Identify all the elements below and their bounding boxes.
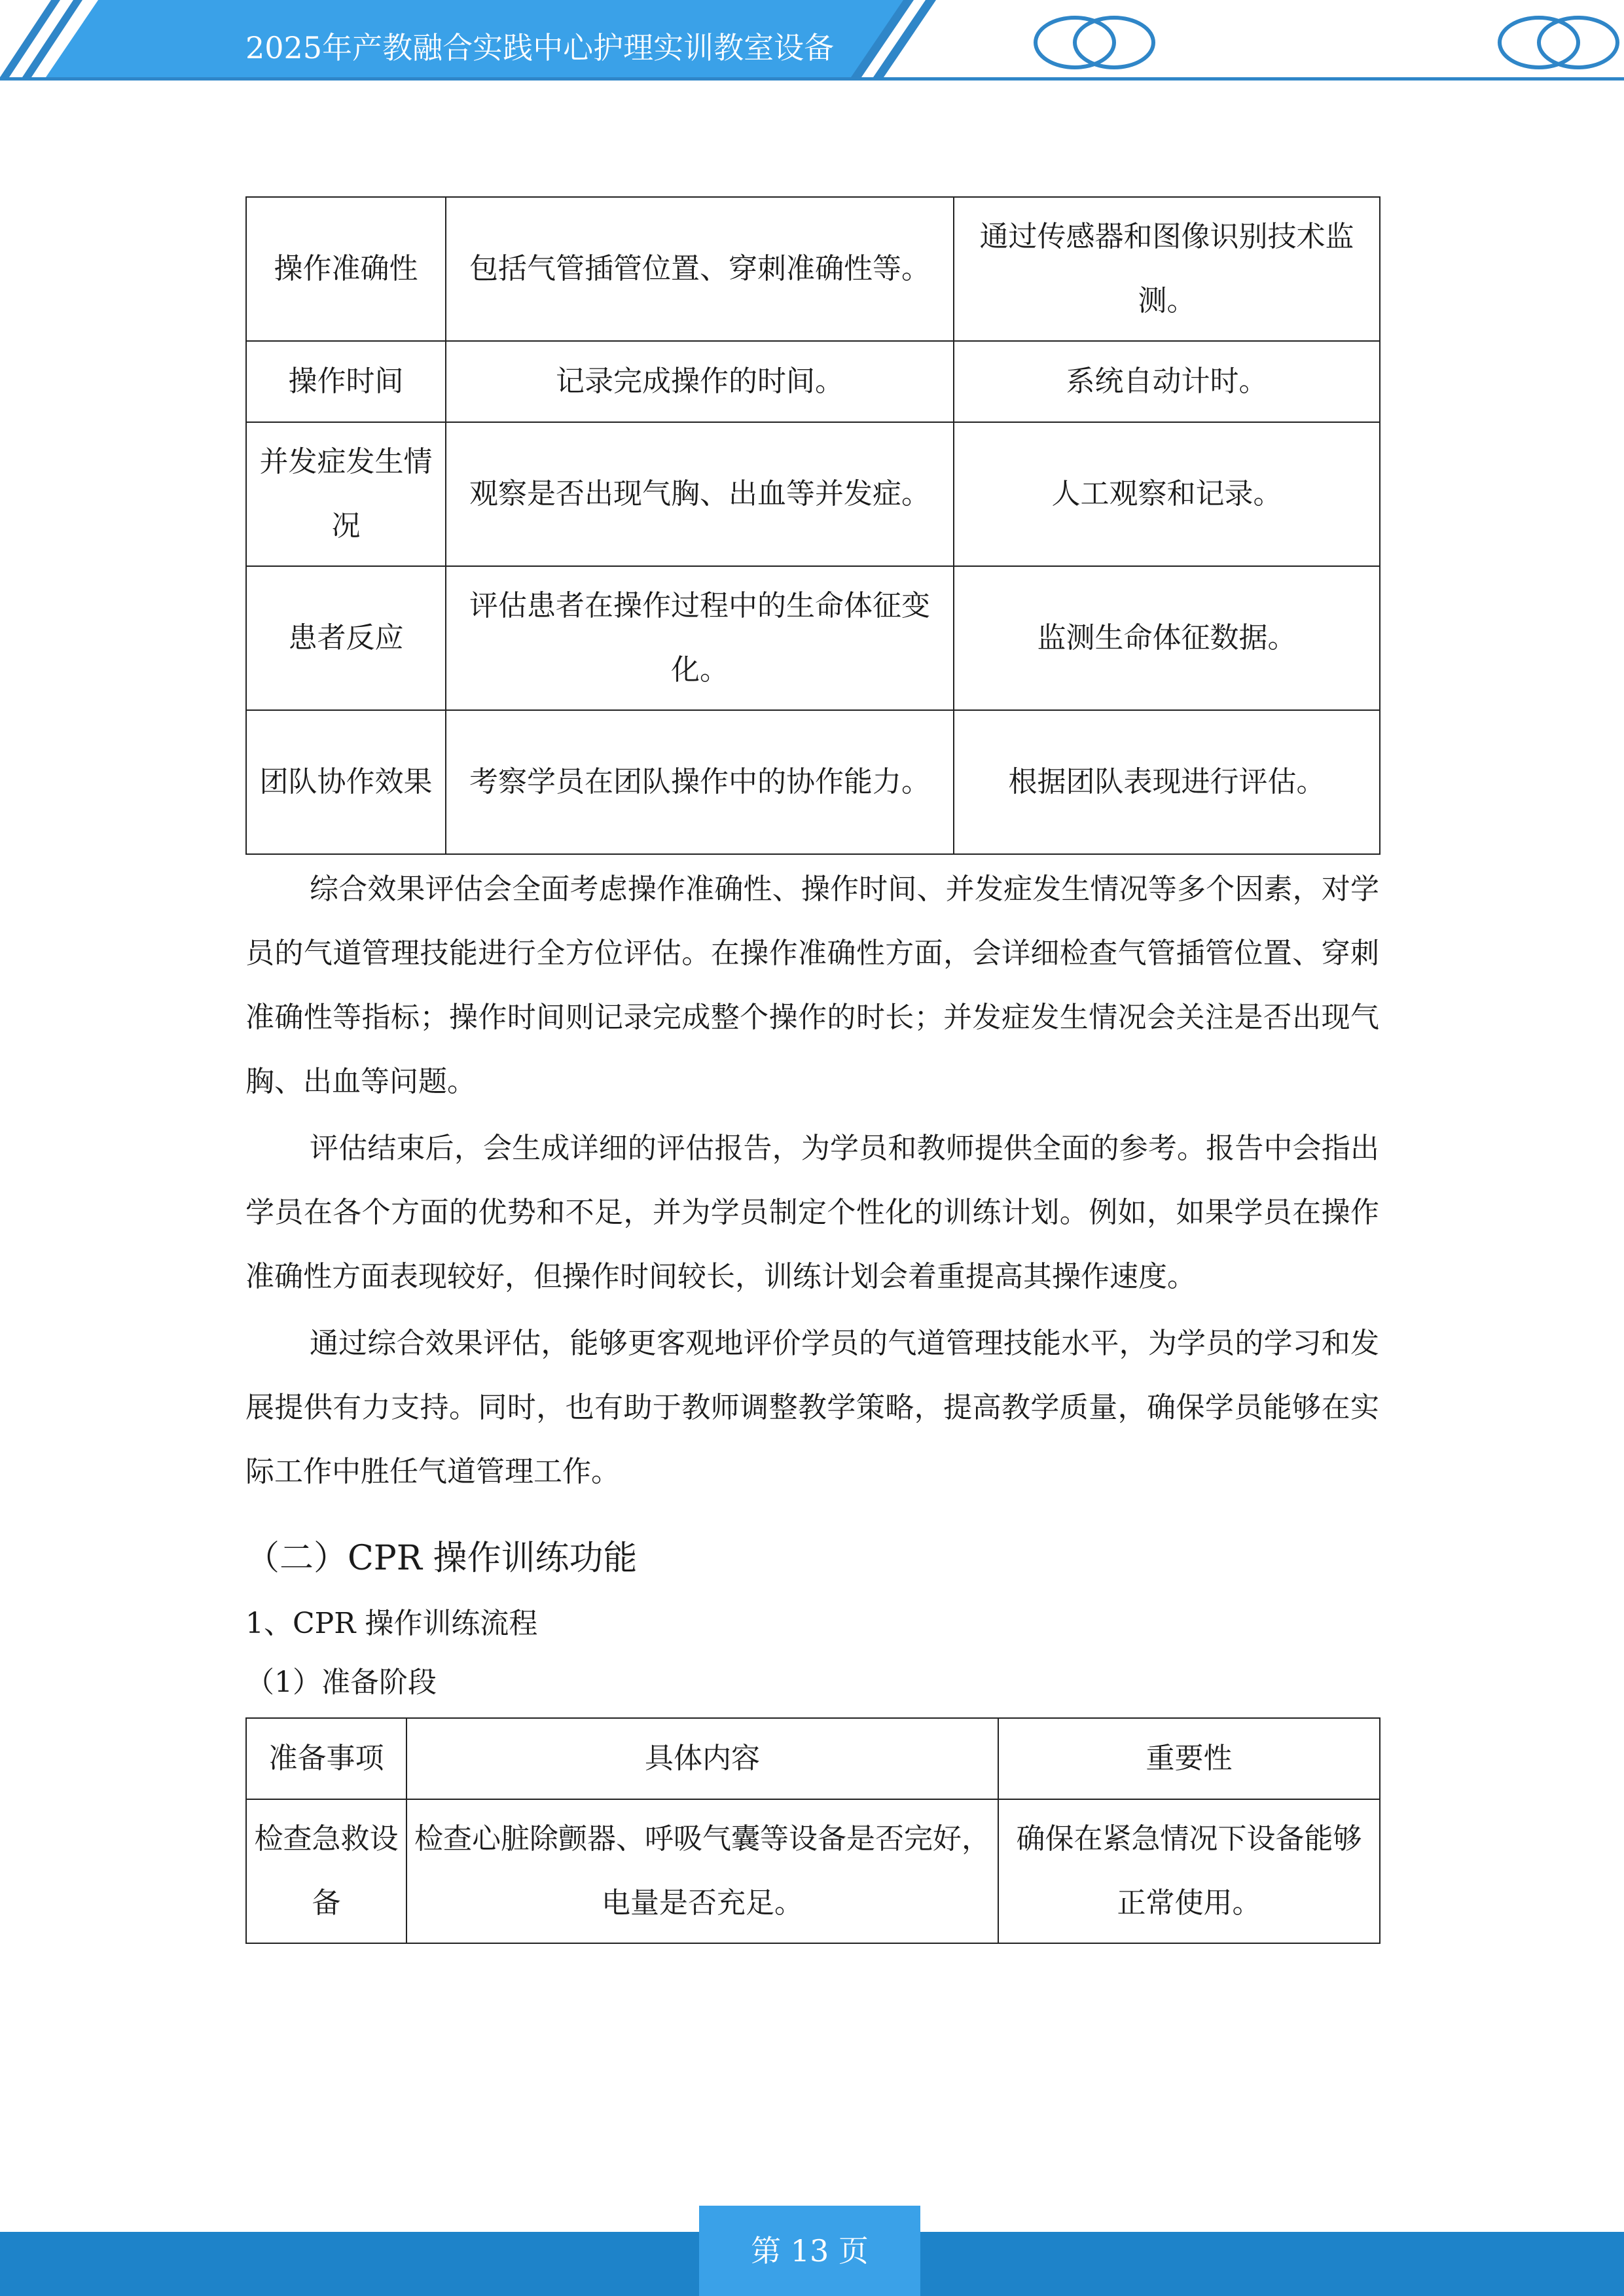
page-content — [245, 196, 1379, 1944]
body-paragraph: 评估结束后，会生成详细的评估报告，为学员和教师提供全面的参考。报告中会指出学员在各个方面的优势和不足，并为学员制定个性化的训练计划。例如，如果学员在操作准确性方面表现较好，但操作时间较长，训练计划会着重提高其操作速度。 — [245, 1132, 1379, 1293]
table-cell: 检查急救设备 — [246, 1799, 406, 1943]
sub-heading: 1、CPR 操作训练流程 — [245, 1607, 538, 1640]
table-cell: 记录完成操作的时间。 — [446, 341, 954, 422]
table-header-cell: 具体内容 — [406, 1718, 998, 1799]
table-cell: 人工观察和记录。 — [954, 422, 1380, 566]
table-cell: 系统自动计时。 — [954, 341, 1380, 422]
double-ring-logo-icon — [1029, 13, 1160, 72]
table-cell: 观察是否出现气胸、出血等并发症。 — [446, 422, 954, 566]
table-cell: 通过传感器和图像识别技术监测。 — [954, 197, 1380, 341]
paragraph-block — [245, 1117, 1379, 1309]
page-number: 第 13 页 — [751, 2233, 869, 2269]
table-cell: 团队协作效果 — [246, 710, 446, 854]
double-ring-logo-icon — [1493, 13, 1624, 72]
section-heading: （二）CPR 操作训练功能 — [245, 1539, 638, 1578]
table-header-row — [246, 1718, 1380, 1799]
preparation-table — [245, 1717, 1380, 1944]
table-cell: 并发症发生情况 — [246, 422, 446, 566]
paragraph-block — [245, 857, 1379, 1114]
table-cell: 操作准确性 — [246, 197, 446, 341]
table-cell: 评估患者在操作过程中的生命体征变化。 — [446, 566, 954, 710]
table-row — [246, 341, 1380, 422]
body-paragraph: 通过综合效果评估，能够更客观地评价学员的气道管理技能水平，为学员的学习和发展提供有力支持。同时，也有助于教师调整教学策略，提高教学质量，确保学员能够在实际工作中胜任气道管理工作。 — [245, 1327, 1379, 1488]
table-row — [246, 197, 1380, 341]
table-cell: 考察学员在团队操作中的协作能力。 — [446, 710, 954, 854]
evaluation-criteria-table — [245, 196, 1380, 855]
table-row — [246, 566, 1380, 710]
table-row — [246, 1799, 1380, 1943]
table-row — [246, 710, 1380, 854]
table-header-cell: 重要性 — [998, 1718, 1380, 1799]
table-row — [246, 422, 1380, 566]
sub-heading: （1）准备阶段 — [245, 1666, 437, 1699]
table-cell: 操作时间 — [246, 341, 446, 422]
table-cell: 患者反应 — [246, 566, 446, 710]
table-header-cell: 准备事项 — [246, 1718, 406, 1799]
table-cell: 确保在紧急情况下设备能够正常使用。 — [998, 1799, 1380, 1943]
header-title: 2025年产教融合实践中心护理实训教室设备 — [245, 30, 835, 65]
paragraph-block — [245, 1312, 1379, 1504]
table-cell: 监测生命体征数据。 — [954, 566, 1380, 710]
table-cell: 包括气管插管位置、穿刺准确性等。 — [446, 197, 954, 341]
body-paragraph: 综合效果评估会全面考虑操作准确性、操作时间、并发症发生情况等多个因素，对学员的气道管理技能进行全方位评估。在操作准确性方面，会详细检查气管插管位置、穿刺准确性等指标；操作时间则记录完成整个操作的时长；并发症发生情况会关注是否出现气胸、出血等问题。 — [245, 872, 1379, 1098]
table-cell: 根据团队表现进行评估。 — [954, 710, 1380, 854]
table-cell: 检查心脏除颤器、呼吸气囊等设备是否完好，电量是否充足。 — [406, 1799, 998, 1943]
